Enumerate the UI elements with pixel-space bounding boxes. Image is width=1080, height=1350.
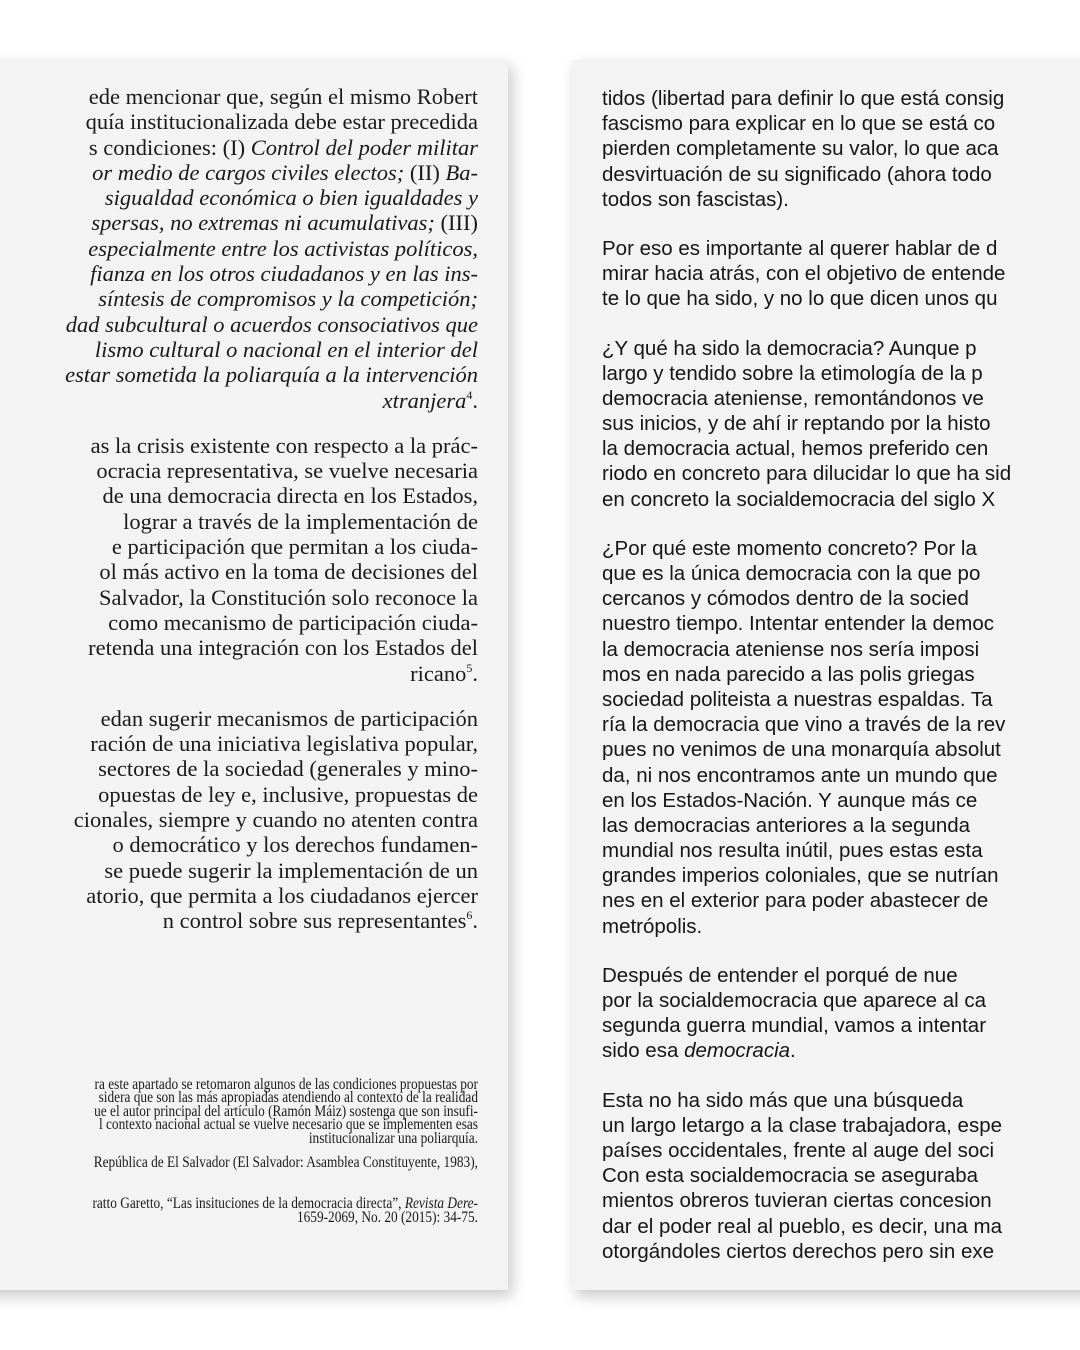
text-line: ol más activo en la toma de decisiones del bbox=[99, 559, 478, 585]
text-line: Por eso es importante al querer hablar de d bbox=[602, 236, 998, 260]
italic-span: or medio de cargos civiles electos; bbox=[92, 159, 405, 185]
footnotes bbox=[0, 1078, 478, 1224]
italic-span: sigualdad económica o bien igualdades y bbox=[104, 185, 478, 211]
text-line: e participación que permitan a los ciuda- bbox=[111, 534, 478, 560]
text-line: fascismo para explicar en lo que se está co bbox=[602, 112, 996, 136]
paragraph bbox=[602, 1088, 1080, 1264]
text-line bbox=[0, 185, 478, 210]
italic-span: Control del poder militar bbox=[250, 134, 478, 160]
text-line: de una democracia directa en los Estados, bbox=[102, 483, 478, 509]
left-page-body bbox=[0, 84, 478, 934]
text-line: sidera que son las más apropiadas atendiendo al contexto de la realidad bbox=[98, 1089, 478, 1107]
text-line: lograr a través de la implementación de bbox=[123, 508, 478, 534]
paragraph-gap bbox=[602, 312, 1080, 336]
text-line: la democracia ateniense nos sería imposi bbox=[602, 637, 980, 661]
text-line: sus inicios, y de ahí ir reptando por la histo bbox=[602, 412, 991, 436]
italic-span: democracia bbox=[684, 1039, 791, 1063]
paragraph bbox=[602, 963, 1080, 1064]
text-line: edan sugerir mecanismos de participación bbox=[100, 705, 478, 731]
text-line: institucionalizar una poliarquía. bbox=[308, 1129, 478, 1147]
italic-span: síntesis de compromisos y la competición; bbox=[98, 286, 478, 312]
text-line: ría la democracia que vino a través de la rev bbox=[602, 713, 1006, 737]
text-line: todos son fascistas). bbox=[602, 187, 789, 211]
right-page-body bbox=[602, 86, 1080, 1264]
text-span: . bbox=[472, 908, 478, 934]
text-line: que es la única democracia con la que po bbox=[602, 562, 981, 585]
right-page bbox=[572, 60, 1080, 1290]
text-line: República de El Salvador (El Salvador: Asamblea Constituyente, 1983), bbox=[93, 1153, 478, 1171]
text-line: mos en nada parecido a las polis griegas bbox=[602, 662, 975, 686]
footnote-ref: 5 bbox=[466, 660, 473, 675]
text-line: largo y tendido sobre la etimología de la p bbox=[602, 361, 983, 385]
text-line: en los Estados-Nación. Y aunque más ce bbox=[602, 788, 978, 812]
text-line: otorgándoles ciertos derechos pero sin exe bbox=[602, 1239, 995, 1263]
paragraph bbox=[602, 86, 1080, 212]
text-line: te lo que ha sido, y no lo que dicen unos qu bbox=[602, 287, 998, 311]
text-line: ue el autor principal del artículo (Ramón Máiz) sostenga que son insufi- bbox=[94, 1102, 479, 1120]
paragraph-gap bbox=[0, 686, 478, 706]
italic-span: estar sometida la poliarquía a la intervención bbox=[65, 362, 478, 388]
footnote bbox=[0, 1078, 478, 1145]
text-line bbox=[0, 135, 478, 160]
italic-span: dad subcultural o acuerdos consociativos que bbox=[65, 311, 478, 337]
text-line: metrópolis. bbox=[602, 914, 703, 938]
text-line: mundial nos resulta inútil, pues estas esta bbox=[602, 839, 983, 863]
text-line: ¿Y qué ha sido la democracia? Aunque p bbox=[602, 336, 977, 360]
footnote bbox=[0, 1197, 478, 1224]
text-span: ratto Garetto, “Las insituciones de la democracia directa”, bbox=[92, 1195, 405, 1213]
text-line: as la crisis existente con respecto a la prác- bbox=[90, 432, 478, 458]
left-page bbox=[0, 60, 508, 1290]
text-line: ede mencionar que, según el mismo Robert bbox=[88, 84, 478, 109]
text-line: o democrático y los derechos fundamen- bbox=[112, 832, 478, 858]
text-span: (II) bbox=[404, 159, 446, 185]
text-line: 1659-2069, No. 20 (2015): 34-75. bbox=[296, 1208, 478, 1226]
text-line: desvirtuación de su significado (ahora todo bbox=[602, 162, 992, 186]
text-line: las democracias anteriores a la segunda bbox=[602, 813, 971, 837]
italic-span: fianza en los otros ciudadanos y en las ins- bbox=[90, 261, 478, 287]
text-line: pierden completamente su valor, lo que aca bbox=[602, 137, 999, 161]
text-line bbox=[0, 312, 478, 337]
text-line: un largo letargo a la clase trabajadora, espe bbox=[602, 1113, 1003, 1137]
footnote-ref: 4 bbox=[466, 387, 473, 402]
text-line bbox=[0, 261, 478, 286]
text-span: . bbox=[472, 660, 478, 686]
paragraph-gap bbox=[602, 512, 1080, 536]
text-line bbox=[602, 1038, 1080, 1063]
paragraph bbox=[0, 84, 478, 413]
text-line bbox=[0, 160, 478, 185]
text-line: por la socialdemocracia que aparece al ca bbox=[602, 989, 987, 1012]
text-line: se puede sugerir la implementación de un bbox=[104, 857, 478, 883]
paragraph-gap bbox=[602, 212, 1080, 236]
paragraph-gap bbox=[0, 413, 478, 433]
italic-span: especialmente entre los activistas políticos, bbox=[88, 235, 478, 261]
text-line: mientos obreros tuvieran ciertas concesion bbox=[602, 1189, 992, 1213]
text-line bbox=[0, 661, 478, 686]
text-line: sectores de la sociedad (generales y mino- bbox=[98, 756, 478, 782]
text-line: pues no venimos de una monarquía absolut bbox=[602, 738, 1001, 762]
text-line: quía institucionalizada debe estar precedida bbox=[85, 109, 478, 135]
text-line bbox=[0, 388, 478, 413]
paragraph bbox=[602, 336, 1080, 512]
text-line: sociedad politeista a nuestras espaldas. Ta bbox=[602, 687, 993, 711]
text-line: tidos (libertad para definir lo que está consig bbox=[602, 87, 1005, 110]
text-span: (III) bbox=[434, 210, 478, 236]
text-line: cionales, siempre y cuando no atenten contra bbox=[73, 807, 478, 833]
text-line bbox=[0, 236, 478, 261]
text-line: mirar hacia atrás, con el objetivo de entende bbox=[602, 262, 1006, 286]
text-line: atorio, que permita a los ciudadanos ejercer bbox=[86, 882, 478, 908]
footnote-ref: 6 bbox=[466, 908, 473, 923]
text-line: nes en el exterior para poder abastecer de bbox=[602, 889, 989, 913]
paragraph-gap bbox=[602, 1064, 1080, 1088]
text-line: retenda una integración con los Estados del bbox=[88, 635, 478, 661]
text-line: Después de entender el porqué de nue bbox=[602, 963, 958, 987]
text-line: dar el poder real al pueblo, es decir, una ma bbox=[602, 1214, 1003, 1238]
text-line: ración de una iniciativa legislativa popular, bbox=[90, 731, 478, 757]
italic-span: Ba- bbox=[445, 159, 478, 185]
text-line: l contexto nacional actual se vuelve necesario que se implementen esas bbox=[98, 1116, 478, 1134]
text-line: Salvador, la Constitución solo reconoce la bbox=[98, 584, 478, 610]
text-line: Esta no ha sido más que una búsqueda bbox=[602, 1088, 964, 1112]
italic-span: spersas, no extremas ni acumulativas; bbox=[91, 210, 435, 236]
text-line: países occidentales, frente al auge del soci bbox=[602, 1138, 995, 1162]
text-line: da, ni nos encontramos ante un mundo que bbox=[602, 763, 998, 787]
text-line: cercanos y cómodos dentro de la socied bbox=[602, 587, 969, 611]
text-span: . bbox=[472, 387, 478, 413]
text-line: en concreto la socialdemocracia del siglo X bbox=[602, 487, 996, 511]
italic-span: Revista Dere- bbox=[404, 1195, 478, 1213]
text-line: ra este apartado se retomaron algunos de las condiciones propuestas por bbox=[94, 1076, 478, 1093]
text-line: opuestas de ley e, inclusive, propuestas de bbox=[98, 781, 478, 807]
text-line bbox=[0, 286, 478, 311]
paragraph bbox=[0, 706, 478, 934]
text-span: . bbox=[790, 1039, 796, 1063]
text-line: Con esta socialdemocracia se aseguraba bbox=[602, 1164, 979, 1188]
text-line: democracia ateniense, remontándonos ve bbox=[602, 386, 984, 410]
text-span: n control sobre sus representantes bbox=[162, 908, 467, 934]
text-line: ¿Por qué este momento concreto? Por la bbox=[602, 536, 977, 560]
text-line: segunda guerra mundial, vamos a intentar bbox=[602, 1014, 987, 1038]
paragraph-gap bbox=[602, 939, 1080, 963]
footnote bbox=[0, 1153, 478, 1171]
text-line: nuestro tiempo. Intentar entender la democ bbox=[602, 612, 995, 636]
text-line: como mecanismo de participación ciuda- bbox=[108, 609, 478, 635]
text-line bbox=[0, 210, 478, 235]
footnote-gap bbox=[0, 1169, 478, 1197]
text-line bbox=[0, 908, 478, 933]
text-span: s condiciones: (I) bbox=[88, 134, 251, 160]
text-line: riodo en concreto para dilucidar lo que ha sid bbox=[602, 462, 1012, 486]
paragraph bbox=[0, 433, 478, 686]
text-line: grandes imperios coloniales, que se nutrían bbox=[602, 864, 999, 888]
text-line: ocracia representativa, se vuelve necesaria bbox=[96, 458, 478, 484]
italic-span: xtranjera bbox=[382, 387, 467, 413]
text-line bbox=[0, 337, 478, 362]
text-line bbox=[0, 362, 478, 387]
paragraph bbox=[602, 236, 1080, 312]
italic-span: lismo cultural o nacional en el interior del bbox=[94, 336, 478, 362]
text-span: ricano bbox=[410, 660, 467, 686]
text-span: sido esa bbox=[602, 1039, 685, 1063]
paragraph bbox=[602, 536, 1080, 939]
text-line: la democracia actual, hemos preferido cen bbox=[602, 437, 989, 461]
